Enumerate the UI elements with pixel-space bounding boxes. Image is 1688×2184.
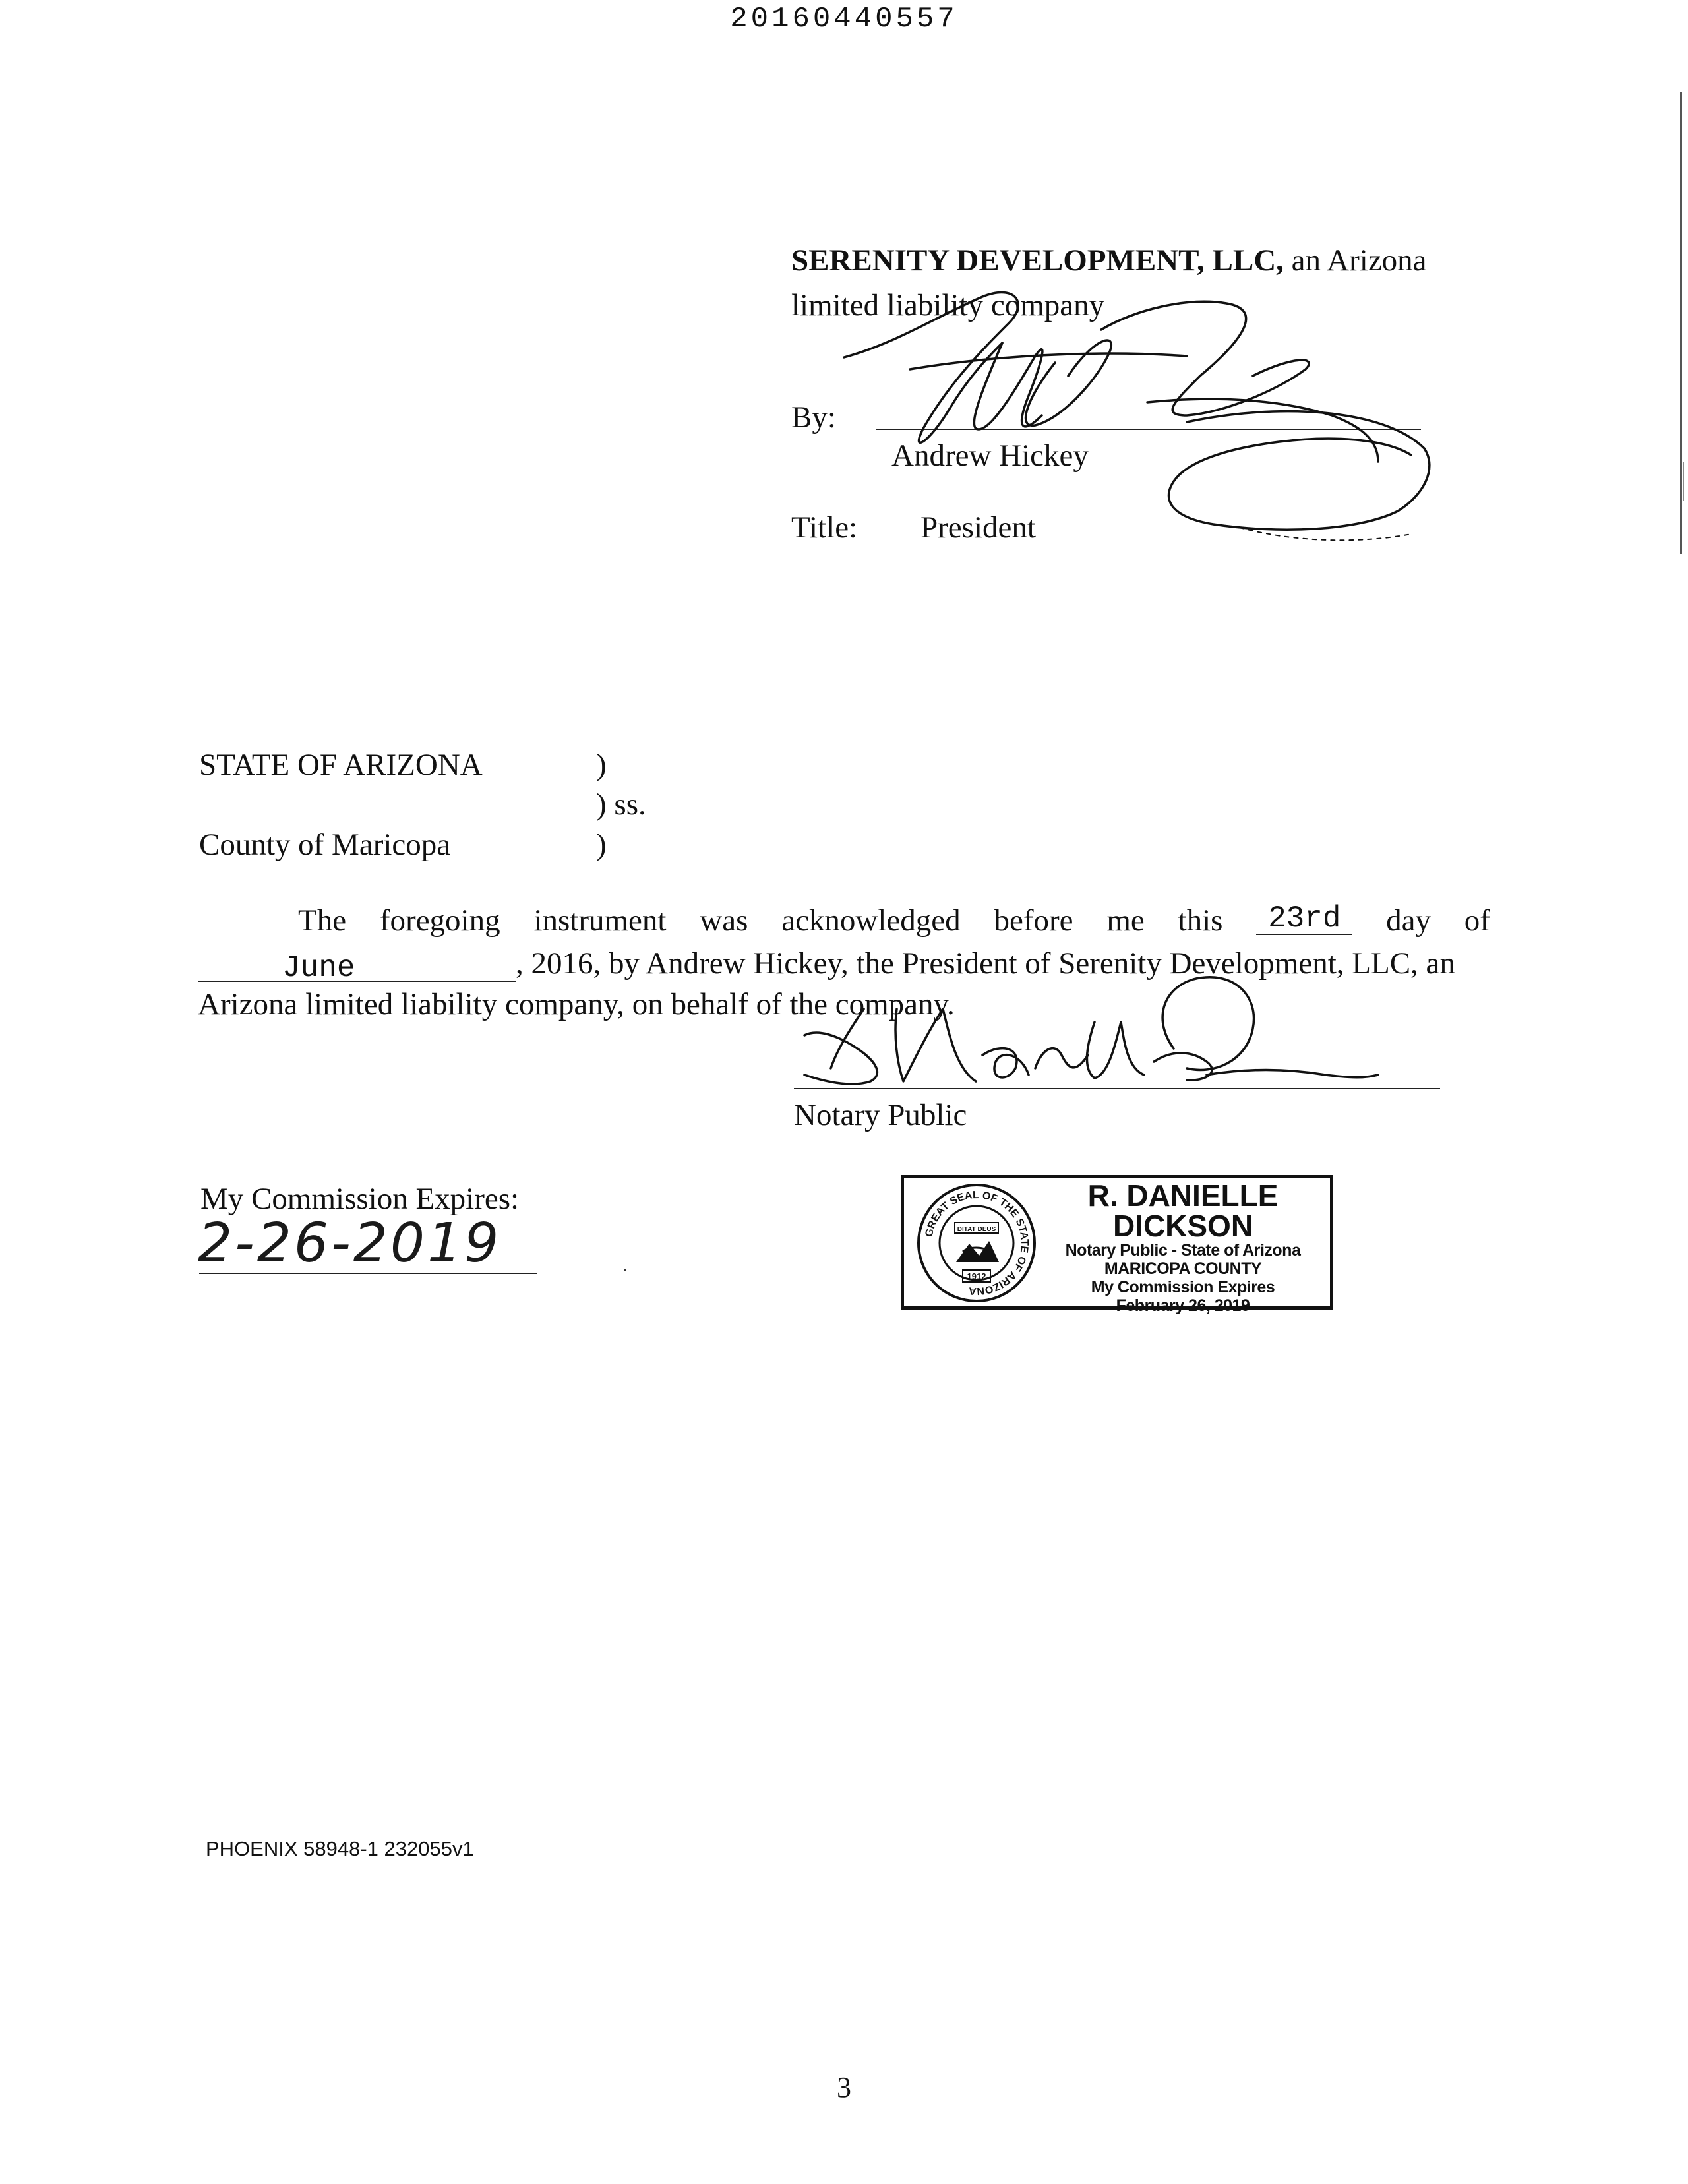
commission-label: My Commission Expires: [200, 1182, 520, 1216]
document-number: 20160440557 [730, 3, 958, 36]
venue-state: STATE OF ARIZONA [199, 748, 483, 782]
stamp-text [1033, 1180, 1333, 1315]
seal-text: GREAT SEAL OF THE STATE OF ARIZONA [923, 1189, 1031, 1297]
ack-word: of [1464, 903, 1490, 938]
notary-signature-line [794, 1088, 1440, 1089]
ack-word: instrument [533, 903, 667, 938]
venue-paren-close: ) [596, 828, 607, 862]
signer-name: Andrew Hickey [891, 439, 1089, 473]
title-label: Title: [791, 510, 858, 545]
acknowledgment-line-1 [298, 901, 1490, 939]
day-blank [1256, 901, 1352, 935]
ack-word: day [1386, 903, 1431, 938]
company-type: limited liability company [791, 288, 1105, 322]
ack-word: this [1178, 903, 1223, 938]
scan-edge-mark [1680, 92, 1682, 554]
ack-word: foregoing [379, 903, 500, 938]
seal-motto: DITAT DEUS [957, 1226, 996, 1233]
by-label: By: [791, 400, 836, 435]
scan-edge-mark-lower [1683, 462, 1684, 501]
notary-signature [785, 969, 1391, 1108]
president-signature [818, 284, 1451, 587]
month-blank [198, 948, 516, 985]
title-value: President [920, 510, 1036, 545]
stamp-line-4: February 26, 2019 [1116, 1296, 1250, 1315]
stamp-line-2: MARICOPA COUNTY [1104, 1259, 1262, 1278]
ack-word: acknowledged [781, 903, 961, 938]
notary-label: Notary Public [794, 1098, 967, 1132]
ack-word: before [994, 903, 1073, 938]
page-number: 3 [837, 2071, 851, 2104]
company-suffix: an Arizona [1283, 243, 1427, 278]
month-value: June [282, 951, 355, 985]
ack-word: The [298, 903, 347, 938]
state-seal-icon [917, 1183, 1037, 1303]
venue-county: County of Maricopa [199, 828, 451, 862]
commission-line [199, 1273, 537, 1274]
ack-word: was [700, 903, 748, 938]
company-line [791, 245, 1427, 276]
day-value: 23rd [1268, 901, 1341, 936]
ack-word: me [1106, 903, 1145, 938]
venue-ss: ) ss. [596, 787, 646, 822]
footer-reference: PHOENIX 58948-1 232055v1 [206, 1837, 474, 1860]
venue-paren-open: ) [596, 748, 607, 782]
stamp-line-1: Notary Public - State of Arizona [1065, 1241, 1301, 1259]
seal-year: 1912 [967, 1271, 986, 1281]
acknowledgment-line-3: Arizona limited liability company, on behalf of the company. [198, 987, 955, 1021]
stray-mark [624, 1269, 626, 1271]
stamp-line-3: My Commission Expires [1091, 1278, 1275, 1296]
commission-date: 2-26-2019 [198, 1212, 502, 1275]
company-name: SERENITY DEVELOPMENT, LLC, [791, 243, 1284, 278]
ack-line2-rest: , 2016, by Andrew Hickey, the President of Serenity Development, LLC, an [516, 946, 1455, 981]
stamp-name: R. DANIELLE DICKSON [1087, 1178, 1279, 1243]
